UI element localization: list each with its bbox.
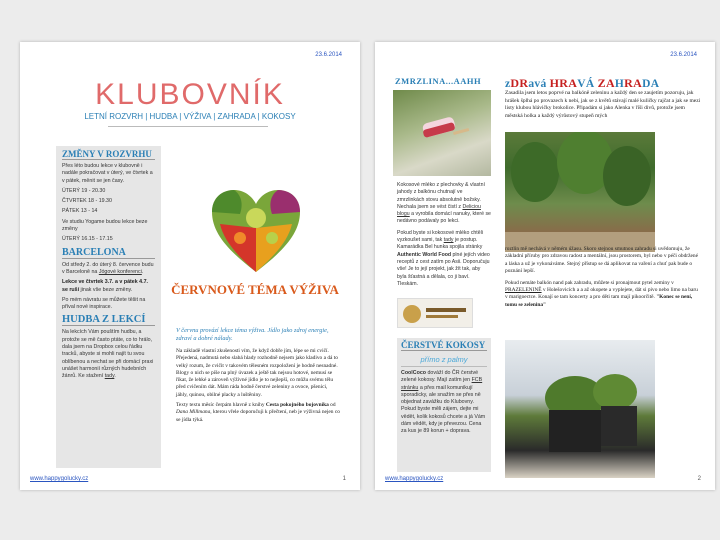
article-body: [176, 348, 340, 427]
text-span: a přes mail komunikují sporadicky, ale snažím se přes ně objednat zavážku do Klubovny. Pokud byste měli zájem, dejte mi vědět, kolik kokosů chcete a já Vám dám vědět, kdy je převezou. Cena za kus je 89 korun + doprava.: [401, 384, 486, 435]
paragraph: [505, 280, 701, 310]
text-span: Pokud nemáte balkón nand pak zahradu, můžete si pronajmout pytel zeminy v: [505, 279, 674, 286]
conference-link[interactable]: Jógové konferenci: [98, 268, 142, 275]
text-span: od: [328, 402, 336, 409]
potted-plants-photo: [505, 340, 655, 478]
text-span: Na lekcích Vám pouštím hudbu, a protože se mě často ptáte, co to hrálo, dala jsem na Dropbox celou řádku tracků, abyste si mohli najít tu svou oblíbenou a nechat se při domácí praxi unášet harmonií různých hudebních žánrů. Ke stažení: [62, 329, 154, 380]
text-span: dováží do ČR čerstvé zelené kokosy. Mají zatím jen: [401, 370, 479, 384]
bold-text: Authentic World Food: [397, 251, 452, 258]
bold-text: CoolCoco: [401, 370, 427, 376]
text-span: Texty textu měsíc čerpám hlavně z knihy: [176, 402, 266, 409]
text-span: a vyrobila domácí nanuky, které se nedávno podávaly po lekci.: [397, 211, 491, 225]
title-part: VÁ: [577, 78, 598, 90]
title-part: H: [614, 78, 625, 90]
text-span: Pokud byste si kokosové mléko chtěli vyzkoušet sami, tak: [397, 229, 483, 244]
garden-lead: Zasadila jsem letos poprvé na balkóně zeleninu a každý den se zaujetím pozoruju, jak hrášek šplhá po provazech k nebi, jak se z květů stávají malé kuličky rajčat a jak se mezi listy klubou hlávičky brokolice. Připadám si jako Alenka v říši divů, protože jsem městská holka a každý výrůstový stupeň mých: [505, 90, 701, 119]
text-span: Kokosové mléko z plechovky & vlastní jahody z balkónu chutnají ve zmrzlinkách stovu absolutně božsky. Nechala jsem se vést čistí z: [397, 182, 485, 210]
footer: [30, 476, 346, 482]
schedule-line: ČTVRTEK 18 - 19.30: [62, 198, 112, 205]
sidebar-text: Ve studiu Yogame budou lekce beze změny: [62, 218, 148, 233]
blog-link[interactable]: Deliciou blogu: [397, 203, 481, 218]
garden-heading: [505, 76, 659, 91]
download-link[interactable]: tady: [104, 373, 115, 380]
sidebar-text: Přes léto budou lekce v klubovně i nadále pokračovat v úterý, ve čtvrtek a v pátek, měnit se jen časy.: [62, 163, 153, 184]
title-part: z: [505, 78, 511, 90]
authentic-world-food-logo: [397, 298, 473, 328]
sidebar: [56, 146, 161, 468]
author-name: Dana Millmana: [176, 409, 211, 416]
sidebar-text: [62, 279, 155, 294]
title-part: RA: [624, 76, 643, 90]
icecream-photo: [393, 90, 491, 176]
paragraph: [397, 182, 491, 226]
schedule-line: PÁTEK 13 - 14: [62, 208, 98, 215]
title-part: DA: [642, 78, 660, 90]
coconut-heading: ČERSTVÉ KOKOSY: [401, 340, 486, 350]
coconut-text: [401, 370, 487, 436]
fcb-link[interactable]: FCB stránku: [401, 377, 483, 391]
section-nav: LETNÍ ROZVRH | HUDBA | VÝŽIVA | ZAHRADA | KOKOSY: [84, 112, 296, 121]
plants-icon: [505, 132, 655, 252]
garden-photo: [505, 132, 655, 252]
text-span: .: [141, 268, 144, 275]
text-span: , kterou vřele doporučuji k přečtení, neb je výživná nejen co se jídla týká.: [176, 409, 340, 423]
page-number: 1: [342, 476, 346, 482]
icecream-text: [397, 182, 491, 292]
text-span: plné jejích video receptů z cest zatím po Asii. Doporučuju vše! Je to její projekt, jak žít tak, aby byla šťastná a dělala, co ji baví. Tleskám.: [397, 251, 490, 287]
sidebar-text: [62, 262, 155, 277]
paragraph: [397, 230, 491, 288]
sidebar-heading-barcelona: BARCELONA: [62, 247, 155, 259]
book-title: Cesta pokojného bojovníka: [265, 402, 329, 409]
page-2: [375, 42, 715, 490]
issue-date: 23.6.2014: [670, 52, 697, 58]
bold-quote: "Konec se není, tomu se zelenina": [505, 294, 693, 308]
bold-text: Lekce ve čtvrtek 3.7. a v pátek 4.7. se ruší: [62, 279, 148, 293]
coconut-box: [397, 338, 491, 472]
paragraph: [176, 402, 340, 424]
masthead-title: KLUBOVNÍK: [95, 78, 285, 111]
text-span: Od středy 2. do úterý 8. července budu v Barceloně na: [62, 261, 154, 275]
title-part: ZA: [597, 76, 615, 90]
sidebar-heading-music: HUDBA Z LEKCÍ: [62, 314, 155, 326]
logo-icon: [398, 299, 474, 329]
text-span: je postup. Kamarádka Bel hunka spojila stránky: [397, 237, 483, 251]
prazelenina-link[interactable]: PRAZELENINĚ: [505, 287, 542, 294]
text-span: .: [114, 373, 116, 380]
coconut-subheading: přímo z palmy: [401, 355, 487, 367]
paragraph: Na základě vlastní zkušenosti vím, že když dobře jím, lépe se mi cvičí. Přejedená, nadmutá nebo slabá hlady rozhodně nejsem jako kladivo a dá to velký rozum, že cvičit v takovém tělesném rozpoložení je hodně nesnadné. Blogy o nich se píše na plný úvazek a ještě tak nejsou hotové, nemusí se říkat, že lehké a zároveň výživné jídlo je to nejlepší, co můžu svému tělu před cvičením dát. Mám ráda hodně čerstvé zeleniny a ovoce, pšenici, jáhly, quinou, obilné placky a luštěniny.: [176, 348, 338, 398]
garden-body: [505, 246, 701, 313]
vegetable-heart-image: [210, 188, 302, 274]
popsicle-icon: [393, 90, 491, 176]
title-part: HRA: [549, 76, 578, 90]
pots-icon: [505, 340, 655, 478]
footer-url[interactable]: www.happygolucky.cz: [385, 476, 444, 482]
article-title: ČERVNOVÉ TÉMA VÝŽIVA: [171, 282, 339, 297]
text-span: v Holešovicích a a až okopete a vyplejete, dát si pivo nebo limo na baru v marigoectce. Konají se tam koncerty a pro děti tam mají pikoorčitě.: [505, 287, 698, 301]
sidebar-text: [62, 329, 155, 380]
schedule-line: ÚTERÝ 19 - 20.30: [62, 187, 106, 194]
schedule-line: ÚTERÝ 16.15 - 17.15: [62, 236, 113, 243]
page-1: [20, 42, 360, 490]
title-part: DR: [510, 76, 529, 90]
recipe-link[interactable]: tady: [443, 237, 454, 244]
divider: [108, 126, 268, 127]
title-part: avá: [528, 78, 550, 90]
footer-url[interactable]: www.happygolucky.cz: [30, 476, 89, 482]
icecream-heading: ZMRZLINA...AAHH: [395, 76, 482, 86]
sidebar-heading-schedule: ZMĚNY V ROZVRHU: [62, 149, 155, 160]
page-number: 2: [697, 476, 701, 482]
article-lead: V červnu provází lekce téma výživa. Jídlo jako zdroj energie, zdraví a dobré nálady.: [176, 327, 329, 342]
paragraph: roztlin mě nechává v němém úžasu. Skoro stejnou smutnou zahradu si uvědomuju, že základní příruby pro zdravou radost a mentální, jsou prostorem, byl nebo v péči obdržené a láska a už je vykonáváme. Stejný přístup se dá aplikovat na vaření a chuť pak bude o poznání lepší.: [505, 246, 698, 275]
text-span: jinak vše beze změny.: [79, 286, 133, 293]
sidebar-text: Po mém návratu se můžete těšit na příval nové inspirace.: [62, 296, 146, 311]
footer: [385, 476, 701, 482]
issue-date: 23.6.2014: [315, 52, 342, 58]
